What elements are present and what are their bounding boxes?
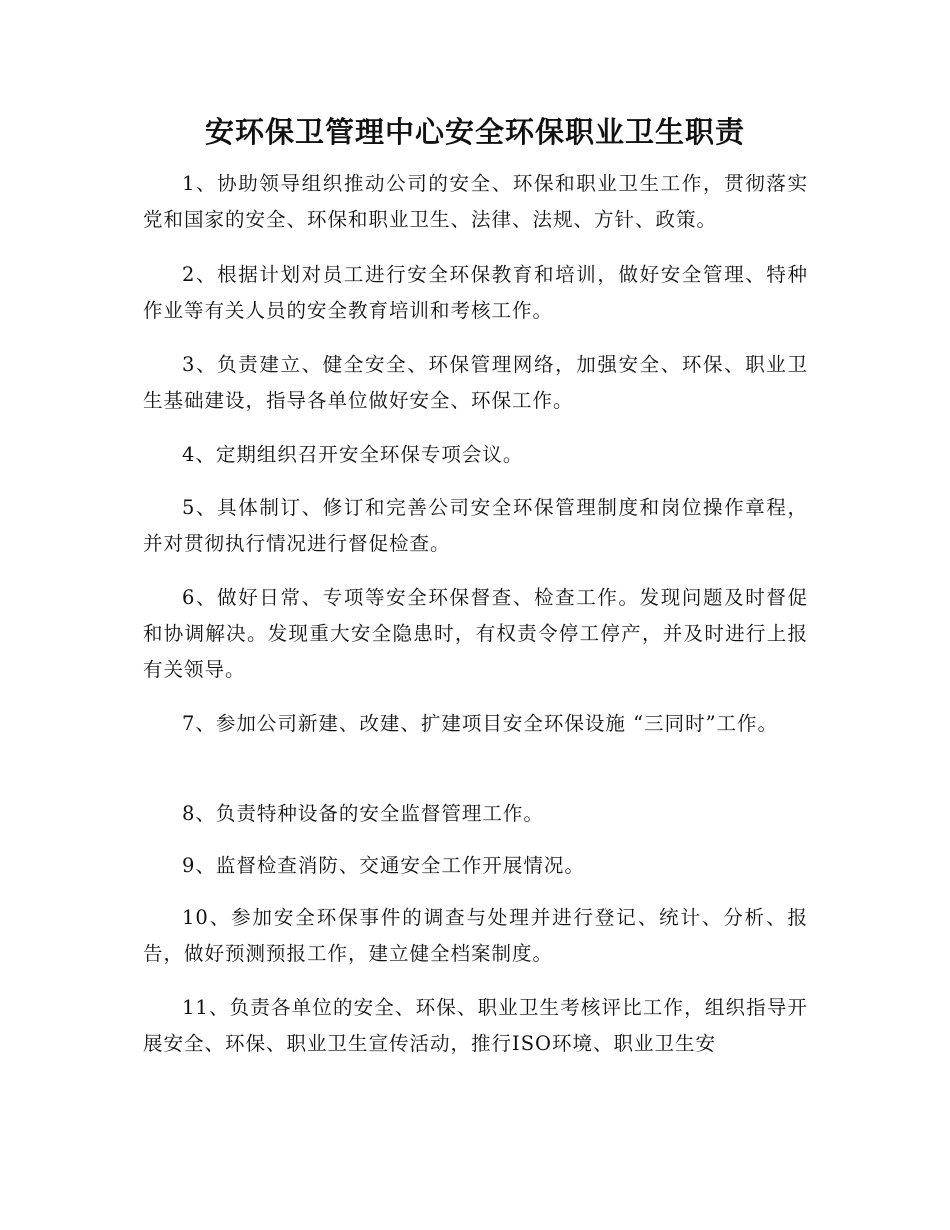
- duty-paragraph-7: 7、参加公司新建、改建、扩建项目安全环保设施 “三同时”工作。: [182, 712, 779, 735]
- document-title: 安环保卫管理中心安全环保职业卫生职责: [204, 115, 745, 149]
- duty-paragraph-9: 9、监督检查消防、交通安全工作开展情况。: [182, 854, 585, 877]
- duty-paragraph-10: 10、参加安全环保事件的调查与处理并进行登记、统计、分析、报告，做好预测预报工作，建立健全档案制度。: [143, 906, 808, 965]
- duty-paragraph-6: 6、做好日常、专项等安全环保督查、检查工作。发现问题及时督促和协调解决。发现重大安全隐患时，有权责令停工停产，并及时进行上报有关领导。: [143, 586, 808, 681]
- duty-paragraph-3: 3、负责建立、健全安全、环保管理网络，加强安全、环保、职业卫生基础建设，指导各单位做好安全、环保工作。: [143, 353, 808, 412]
- duty-paragraph-8: 8、负责特种设备的安全监督管理工作。: [182, 802, 544, 825]
- duty-paragraph-11: 11、负责各单位的安全、环保、职业卫生考核评比工作，组织指导开展安全、环保、职业卫生宣传活动，推行ISO环境、职业卫生安: [143, 996, 808, 1055]
- duty-paragraph-2: 2、根据计划对员工进行安全环保教育和培训，做好安全管理、特种作业等有关人员的安全教育培训和考核工作。: [143, 263, 808, 322]
- duty-paragraph-5: 5、具体制订、修订和完善公司安全环保管理制度和岗位操作章程，并对贯彻执行情况进行督促检查。: [143, 496, 808, 555]
- duty-paragraph-1: 1、协助领导组织推动公司的安全、环保和职业卫生工作，贯彻落实党和国家的安全、环保和职业卫生、法律、法规、方针、政策。: [143, 172, 808, 231]
- duty-paragraph-4: 4、定期组织召开安全环保专项会议。: [182, 443, 524, 466]
